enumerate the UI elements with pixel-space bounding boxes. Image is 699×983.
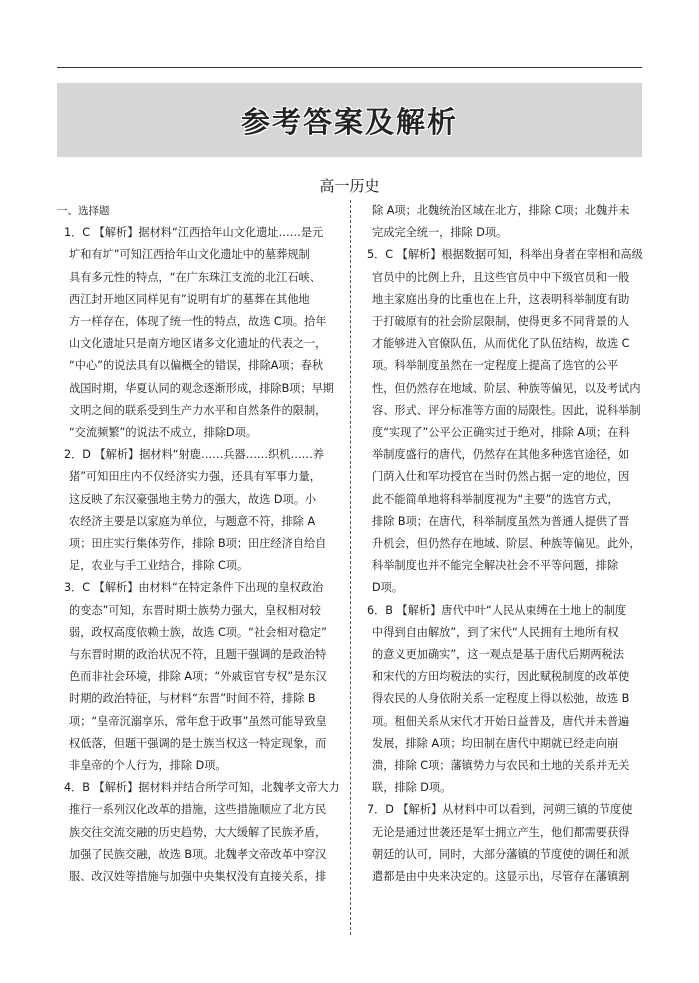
right-text-line: 5．C 【解析】根据数据可知，科举出身者在宰相和高级 [367, 248, 643, 262]
right-text-line: 7．D 【解析】从材料中可以看到，河朔三镇的节度使 [367, 803, 633, 817]
page-subtitle: 高一历史 [319, 177, 380, 195]
right-text-line: 朝廷的认可，同时，大部分藩镇的节度使的调任和派 [372, 847, 630, 861]
left-text-line: 山文化遗址只是南方地区诸多文化遗址的代表之一， [69, 337, 327, 351]
right-text-line: 度“实现了”公平公正确实过于绝对，排除 A项；在科 [372, 426, 630, 440]
left-text-line: 推行一系列汉化改革的措施，这些措施顺应了北方民 [69, 803, 327, 817]
column-divider [350, 200, 351, 935]
right-text-line: 的意义更加确实”，这一观点是基于唐代后期两税法 [372, 648, 624, 662]
right-text-line: 于打破原有的社会阶层限制，使得更多不同背景的人 [372, 315, 630, 329]
right-column [360, 200, 645, 888]
right-text-line: 联，排除 D项。 [372, 781, 452, 795]
right-answer-lines [360, 200, 645, 888]
right-text-line: 除 A项；北魏统治区域在北方，排除 C项；北魏并未 [372, 204, 630, 217]
right-text-line: 官员中的比例上升，且这些官员中中下级官员和一般 [372, 270, 630, 284]
left-text-line: 3．C 【解析】由材料“在特定条件下出现的皇权政治 [64, 581, 324, 595]
left-text-line: 项；田庄实行集体劳作，排除 B项；田庄经济自给自 [69, 537, 327, 551]
right-text-line: 项。科举制度虽然在一定程度上提高了选官的公平 [372, 359, 619, 373]
left-text-line: 的变态”可知，东晋时期士族势力强大，皇权相对较 [69, 603, 321, 617]
left-text-line: 西江封开地区同样见有”说明有圹的墓葬在其他地 [69, 292, 310, 306]
right-text-line: 无论是通过世袭还是军士拥立产生，他们都需要获得 [372, 825, 630, 839]
right-text-line: 和宋代的方田均税法的实行，因此赋税制度的改革使 [372, 670, 630, 684]
left-text-line: 农经济主要是以家庭为单位，与题意不符，排除 A [69, 514, 316, 528]
right-text-line: 排除 B项；在唐代，科举制度虽然为普通人提供了晋 [372, 514, 630, 528]
right-text-line: 此不能简单地将科举制度视为“主要”的选官方式， [372, 492, 619, 506]
section-heading: 一、选择题 [57, 205, 110, 217]
right-text-line: 容、形式、评分标准等方面的局限性。因此，说科举制 [372, 403, 641, 417]
left-column [57, 200, 342, 888]
right-text-line: 门荫入仕和军功授官在当时仍然占据一定的地位，因 [372, 470, 630, 484]
left-text-line: 非皇帝的个人行为，排除 D项。 [69, 759, 227, 773]
right-text-line: 6．B 【解析】唐代中叶“人民从束缚在土地上的制度 [367, 603, 627, 617]
right-text-line: 科举制度也并不能完全解决社会不平等问题，排除 [372, 559, 619, 573]
title-banner [57, 83, 642, 157]
right-text-line: 性，但仍然存在地域、阶层、种族等偏见，以及考试内 [372, 381, 641, 395]
right-text-line: 项。租佃关系从宋代才开始日益普及，唐代并未普遍 [372, 714, 630, 728]
left-text-line: “交流频繁”的说法不成立，排除D项。 [69, 426, 258, 440]
left-text-line: 项；“皇帝沉溺享乐，常年怠于政事”虽然可能导致皇 [69, 714, 327, 728]
left-text-line: 2．D 【解析】据材料“射鹿……兵器……织机……养 [64, 448, 325, 462]
left-text-line: 加强了民族交融，故选 B项。北魏孝文帝改革中穿汉 [69, 847, 327, 861]
left-answer-lines [57, 222, 342, 888]
top-rule [57, 67, 642, 68]
left-text-line: 时期的政治特征，与材料“东晋”时间不符，排除 B [69, 692, 316, 706]
left-text-line: 与东晋时期的政治状况不符，且题干强调的是政治特 [69, 648, 327, 662]
left-text-line: 这反映了东汉豪强地主势力的强大，故选 D项。小 [69, 492, 317, 506]
left-text-line: 族交往交流交融的历史趋势，大大缓解了民族矛盾， [69, 825, 327, 839]
left-text-line: 4．B 【解析】据材料并结合所学可知，北魏孝文帝大力 [64, 781, 340, 795]
right-text-line: 举制度盛行的唐代，仍然存在其他多种选官途径，如 [372, 448, 630, 462]
left-text-line: 战国时期，华夏认同的观念逐渐形成，排除B项；早期 [69, 381, 334, 395]
left-text-line: 权低落，但题干强调的是士族当权这一特定现象，而 [69, 736, 327, 750]
banner-title: 参考答案及解析 [240, 104, 458, 139]
left-text-line: 文明之间的联系受到生产力水平和自然条件的限制， [69, 403, 327, 417]
left-text-line: 足，农业与手工业结合，排除 C项。 [69, 559, 249, 573]
right-text-line: 遣都是由中央来决定的。这显示出，尽管存在藩镇割 [372, 870, 630, 884]
right-text-line: 溃，排除 C项；藩镇势力与农民和土地的关系并无关 [372, 759, 630, 773]
left-text-line: 猪”可知田庄内不仅经济实力强，还具有军事力量， [69, 470, 321, 484]
left-text-line: “中心”的说法具有以偏概全的错误，排除A项；春秋 [69, 359, 324, 373]
left-text-line: 圹和有圹”可知江西拾年山文化遗址中的墓葬规制 [69, 248, 310, 262]
left-text-line: 具有多元性的特点，“在广东珠江支流的北江石峡、 [69, 270, 321, 284]
left-text-line: 1．C 【解析】据材料“江西拾年山文化遗址……是元 [64, 226, 324, 240]
left-text-line: 服、改汉姓等措施与加强中央集权没有直接关系，排 [69, 870, 327, 884]
right-text-line: 升机会，但仍然存在地域、阶层、种族等偏见。此外， [372, 537, 641, 551]
left-text-line: 色而非社会环境，排除 A项；“外戚宦官专权”是东汉 [69, 670, 327, 684]
right-text-line: 才能够进入官僚队伍，从而优化了队伍结构，故选 C [372, 337, 630, 351]
right-text-line: 地主家庭出身的比重也在上升，这表明科举制度有助 [372, 292, 630, 306]
left-text-line: 方一样存在，体现了统一性的特点，故选 C项。拾年 [69, 315, 327, 329]
right-text-line: 得农民的人身依附关系一定程度上得以松弛，故选 B [372, 692, 630, 706]
right-text-line: 中得到自由解放”，到了宋代“人民拥有土地所有权 [372, 625, 619, 639]
right-text-line: 发展，排除 A项；均田制在唐代中期就已经走向崩 [372, 736, 619, 750]
right-text-line: 完成完全统一，排除 D项。 [372, 226, 508, 240]
left-text-line: 弱，政权高度依赖士族，故选 C项。“社会相对稳定” [69, 625, 327, 639]
right-text-line: D项。 [372, 581, 403, 595]
